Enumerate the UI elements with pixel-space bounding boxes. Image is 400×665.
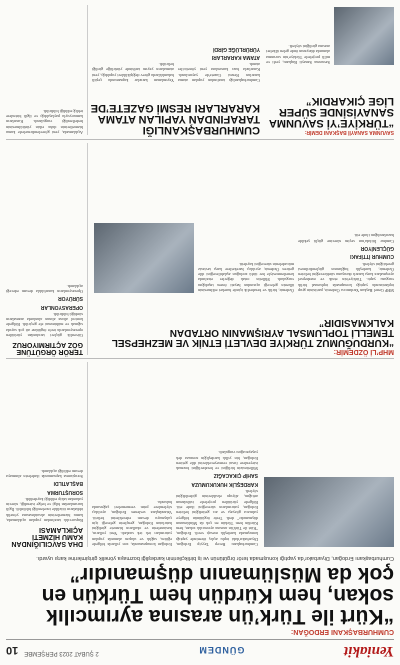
left-story [266, 95, 394, 135]
center-story-column-2: Yayımlanan kararlar kapsamında çeşitli bakanlıklarda görev değişiklikleri yapıldığı, yeni atamaların yayım tarihinde yürürlüğe girdiği belirtildi. [92, 62, 174, 83]
right-box-subhead-1: SORUŞTURMA [47, 488, 83, 495]
right-box-subhead-2: BAŞLATILDI [53, 480, 83, 487]
right-box [6, 362, 88, 547]
right-box-headline: DHA SAVCILIĞINDAN KAMU HİZMETİ AÇIKLAMASI [11, 526, 83, 547]
bottom-story-column-2: Özdemir, birlik ve beraberlik içinde hareket edilmesinin ülkenin geleceği açısından hayati önem taşıdığını vurguladı. Milletin ortak değerler etrafında kenetlenmesiyle her türlü zorluğun aşılabileceğini dile getiren Özdemir, ayrılıkçı hareketlere karşı tavizsiz mücadelenin süreceğini kaydetti. [198, 261, 294, 293]
left-story-kicker: SAVUNMA SANAYİİ BAŞKANI DEMİR: [304, 129, 394, 135]
side-box [6, 143, 88, 355]
section-label: GÜNDEM [198, 645, 245, 656]
bottom-story-column-1: MHP Genel Başkan Yardımcısı Özdemir, partisinin grup toplantısında yaptığı konuşmada toplumsal birlik vurgusu yaptı. Türkiye'nin etnik ve mezhepsel ayrışmalara karşı kararlı duruşunu sürdüreceğini belirten Özdemir, kardeşlik bağlarının güçlendirilmesi gerektiğini söyledi. CUMHUR İTTİFAKI GÜÇLENİYOR Cumhur İttifakı'nın seçim sürecine güçlü şekilde hazırlandığını ifade etti. [298, 233, 394, 293]
issue-date: 2 ŞUBAT 2023 PERŞEMBE [24, 650, 99, 657]
center-story-column-1: Cumhurbaşkanlığı tarafından yapılan atama kararları Resmi Gazete'de yayımlandı. Kararlarla bazı kurumlara yeni yöneticiler atandı. ATAMA KARARLARI YÜRÜRLÜĞE GİRDİ [178, 45, 260, 83]
bottom-story-photo [94, 223, 194, 293]
main-story-column-2: Erdoğan konuşmasında, son yıllarda bölgede eğitim, sağlık ve ulaşım alanında yapılan yatırımları tek tek sıraladı. Yeni yolların, hastanelerin ve okulların hizmete girdiğini hatırlatan Erdoğan, gençlerin geleceği için çalışmaya devam edeceklerini belirtti. Vatandaşlara seslenen Erdoğan, ayrılıkçı söylemlere prim vermemeleri çağrısında bulundu. [92, 499, 172, 547]
right-box-text: Başsavcılık tarafından yapılan açıklamada, kamu hizmetlerinin aksatılmasına yönelik iddiaların titizlikle incelendiği bildirildi. İlgili kurumlardan bilgi ve belge istendiği, sürecin yakından takip edildiği kaydedildi. SORUŞTURMA BAŞLATILDI Soruşturma kapsamında ifadelerin alınmaya devam edildiği açıklandı. [6, 468, 83, 523]
left-story-text: Savunma Sanayii Başkanı, yerli ve milli projelerle Türkiye'nin savunma alanında dünyanın önde gelen ülkeleri arasına girdiğini söyledi. [266, 44, 330, 65]
divider [6, 358, 394, 359]
page-number: 10 [6, 644, 19, 657]
divider [6, 139, 394, 140]
masthead [6, 639, 394, 661]
center-story-subhead-2: YÜRÜRLÜĞE GİRDİ [213, 45, 260, 52]
side-box-subhead-1: OPERASYONLAR [40, 303, 83, 310]
main-story-photo [264, 477, 394, 547]
side-box-headline: TERÖR ÖRGÜTÜNE GÖZ AÇTIRMIYORUZ [12, 341, 83, 355]
bottom-story-headline: “KURDUĞUMUZ TÜRKİYE DEVLETİ ETNİK VE MEZHEPSEL TEMELLİ TOPLUMSAL AYRIŞMANIN ORTADAN KALKMASIDIR” [111, 317, 394, 348]
main-story [6, 555, 394, 636]
newspaper-logo: Yeniakit [343, 643, 394, 659]
left-story-photo [334, 7, 394, 65]
center-story [90, 102, 260, 135]
main-story-kicker: CUMHURBAŞKANI ERDOĞAN: [290, 628, 394, 635]
bottom-story-subhead-1: CUMHUR İTTİFAKI [350, 253, 394, 260]
page-info [6, 645, 99, 657]
center-side-column [6, 5, 88, 135]
left-story-headline: “TÜRKİYE’Yİ SAVUNMA SANAYİSİNDE SÜPER LİGE ÇIKARDIK” [269, 95, 394, 129]
center-side-text: Açıklamada, yeni görevlendirmelerle kamu hizmetlerinin daha etkin yürütülmesinin hedeflendiği vurgulandı. Kararların kamuoyuyla paylaşıldığı ve ilgili birimlere tebliğ edildiği bildirildi. [6, 108, 83, 135]
main-story-headline: “Kürt ile Türk’ün arasına ayrımcılık sokan, hem Kürdün hem Türkün en çok da Müslümanın düşmanıdır” [41, 563, 394, 628]
center-story-headline: CUMHURBAŞKANLIĞI TARAFINDAN YAPILAN ATAMA KARARLARI RESMİ GAZETE’DE [90, 102, 260, 136]
main-story-subhead-2: SAHİP ÇIKACAĞIZ [213, 472, 258, 479]
bottom-story-subhead-2: GÜÇLENİYOR [360, 244, 394, 251]
center-story-subhead-1: ATAMA KARARLARI [211, 53, 260, 60]
main-story-column-1: Cumhurbaşkanı Recep Tayyip Erdoğan, Diyarbakır'daki toplu açılış töreninde yaptığı konuşmada kardeşlik mesajı verdi. Erdoğan, "Kürt ile Türk'ün arasına ayrımcılık sokan, hem Kürdün hem Türkün en çok da Müslümanın düşmanıdır" dedi. Terör örgütünün bölgeye yalnızca gözyaşı ve acı getirdiğini belirten Erdoğan, yatırımların süreceğini ifade etti. Bölgede yürütülen projelerle istihdamın arttığını, altyapı eksiklerinin giderildiğini söyledi. KARDEŞLİK HUKUKUMUZA SAHİP ÇIKACAĞIZ Milletimizin birliğini ve beraberliğini bozmak isteyenlere fırsat vermeyeceklerini dile getiren Erdoğan, bin yıllık kardeşliğin sonsuza dek yaşayacağını vurguladı. [176, 450, 258, 547]
side-box-text: Güvenlik güçleri tarafından yürütülen operasyonlarda terör örgütüne ait çok sayıda sığınak ve mühimmat ele geçirildi. Bölgede kontrol altına alınan alanlarda aramaların sürdüğü bildirildi. OPERASYONLAR SÜRÜYOR Operasyonların kararlılıkla devam edeceği açıklandı. [6, 283, 83, 338]
main-story-subhead-1: KARDEŞLİK HUKUKUMUZA [191, 480, 258, 487]
main-story-lede: Cumhurbaşkanı Erdoğan, Diyarbakır'da yaptığı konuşmada terör örgütünün ve iş birlikçilerinin kardeşliği bozmaya yönelik girişimlerine karşı uyardı. [36, 555, 394, 561]
bottom-story [94, 317, 394, 355]
bottom-story-kicker: MHP’Lİ ÖZDEMİR: [333, 348, 394, 355]
side-box-subhead-2: SÜRÜYOR [57, 295, 83, 302]
